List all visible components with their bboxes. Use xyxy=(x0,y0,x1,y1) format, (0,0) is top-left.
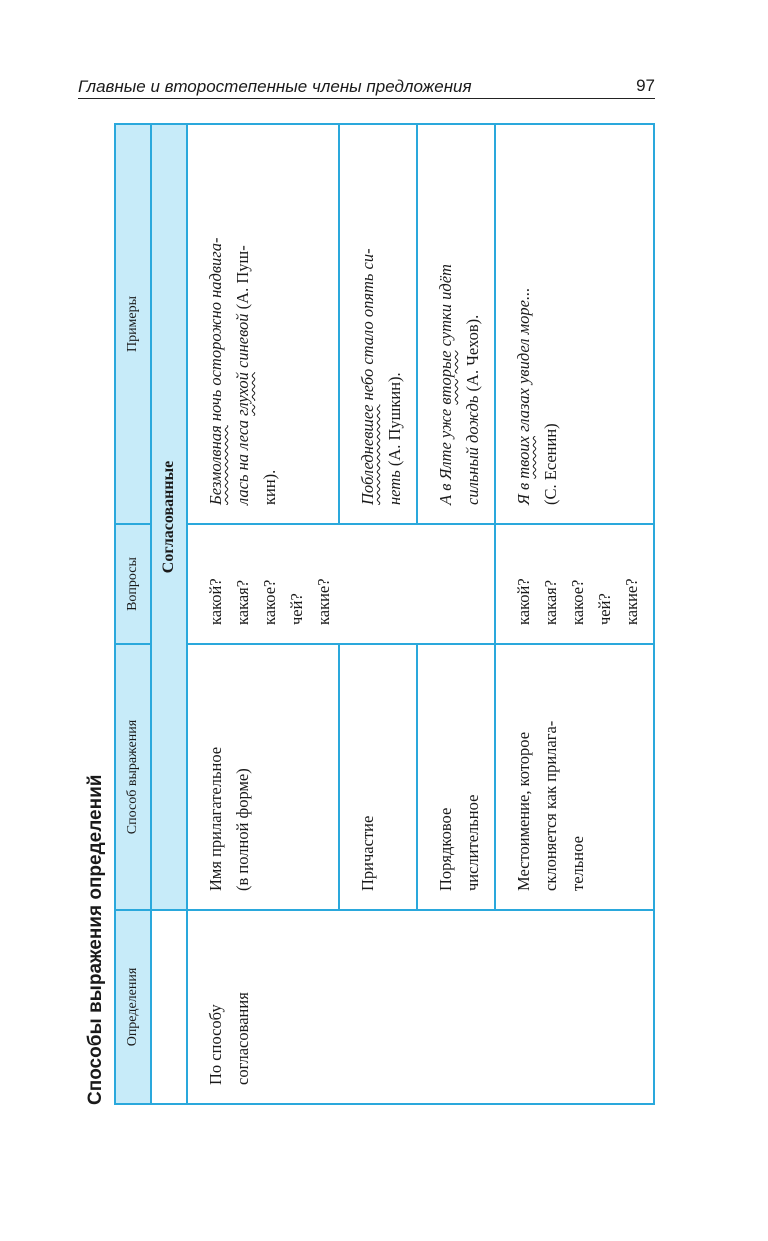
way-line: Имя прилагательное xyxy=(206,746,225,891)
defined-word: твоих xyxy=(514,436,533,479)
running-title: Главные и второстепенные члены предложения xyxy=(78,77,472,96)
way-line: тельное xyxy=(568,836,587,891)
header-definitions: Определения xyxy=(115,910,151,1104)
way-line: Порядковое xyxy=(436,807,455,891)
header-examples: Примеры xyxy=(115,124,151,524)
example-fragment: сильный дождь xyxy=(463,395,482,505)
example-cell xyxy=(339,124,417,524)
example-cell xyxy=(495,124,654,524)
example-author: (А. Пуш- xyxy=(233,245,252,314)
question: какая? xyxy=(541,579,560,625)
way-cell xyxy=(495,644,654,910)
way-cell xyxy=(417,644,495,910)
group-label-line: По способу xyxy=(206,1004,225,1085)
example-fragment: небо стало опять си- xyxy=(358,248,377,405)
example-text xyxy=(418,125,494,523)
question: чей? xyxy=(595,593,614,625)
question: чей? xyxy=(287,593,306,625)
example-author: (А. Пушкин). xyxy=(385,372,404,471)
example-author: кин). xyxy=(260,469,279,505)
way-line: числительное xyxy=(463,794,482,891)
example-cell xyxy=(417,124,495,524)
way-line: Причастие xyxy=(358,815,377,891)
example-text xyxy=(496,125,572,523)
table-caption: Способы выражения определений xyxy=(85,774,106,1105)
example-cell xyxy=(187,124,339,524)
group-label-line: согласования xyxy=(233,992,252,1085)
running-header xyxy=(78,76,655,99)
example-author: (А. Чехов). xyxy=(463,314,482,396)
defined-word: глухой xyxy=(233,372,252,416)
way-line: (в полной форме) xyxy=(233,768,252,891)
question: какой? xyxy=(514,578,533,625)
question: какие? xyxy=(314,578,333,625)
example-fragment: синевой xyxy=(233,313,252,373)
question: какое? xyxy=(260,579,279,625)
header-way: Способ выражения xyxy=(115,644,151,910)
question: какое? xyxy=(568,579,587,625)
example-fragment: неть xyxy=(385,470,404,505)
question: какой? xyxy=(206,578,225,625)
example-fragment: А в Ялте уже xyxy=(436,404,455,505)
defined-word: Побледневшее xyxy=(358,404,377,505)
questions-cell xyxy=(187,524,495,644)
questions-cell xyxy=(495,524,654,644)
example-fragment: глазах увидел море... xyxy=(514,287,533,437)
question: какая? xyxy=(233,579,252,625)
question: какие? xyxy=(622,578,641,625)
defined-word: вторые xyxy=(436,350,455,405)
header-questions: Вопросы xyxy=(115,524,151,644)
definitions-table xyxy=(114,123,655,1105)
defined-word: Безмолвная xyxy=(206,425,225,505)
rotated-table-block xyxy=(78,125,654,1125)
example-fragment: ночь осторожно надвига- xyxy=(206,237,225,426)
page-number: 97 xyxy=(636,76,655,95)
group-cell xyxy=(187,910,654,1104)
example-fragment: лась на леса xyxy=(233,415,252,505)
way-line: Местоимение, которое xyxy=(514,731,533,891)
example-text xyxy=(340,125,416,523)
way-cell xyxy=(339,644,417,910)
table-row xyxy=(187,124,339,1104)
way-cell xyxy=(187,644,339,910)
example-text xyxy=(188,125,291,523)
example-author: (С. Есенин) xyxy=(541,423,560,505)
table-header-row xyxy=(115,124,151,1104)
section-agreed: Согласованные xyxy=(151,124,187,910)
section-row xyxy=(151,124,187,1104)
example-fragment: сутки идёт xyxy=(436,264,455,351)
way-line: склоняется как прилага- xyxy=(541,720,560,891)
example-fragment: Я в xyxy=(514,478,533,505)
